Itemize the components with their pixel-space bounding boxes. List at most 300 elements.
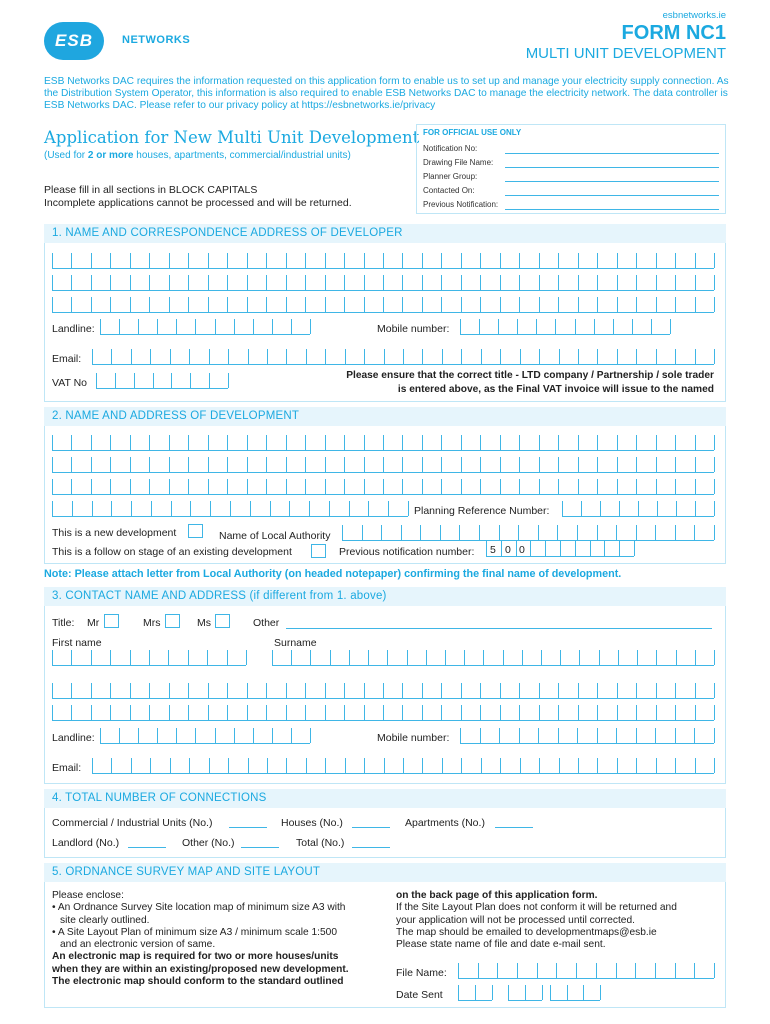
comb-tick [617, 435, 618, 450]
comb-tick [714, 479, 715, 494]
comb-tick [306, 349, 307, 364]
comb-tick [579, 650, 580, 665]
comb-tick [557, 525, 558, 540]
comb-tick [100, 319, 101, 334]
comb-tick [475, 985, 476, 1000]
section-5-right [396, 890, 720, 951]
comb-tick [130, 705, 131, 720]
official-field: Drawing File Name: [423, 158, 494, 167]
comb-tick [169, 457, 170, 472]
comb-tick [305, 435, 306, 450]
section-3-heading: 3. CONTACT NAME AND ADDRESS (if different from 1. above) [44, 587, 726, 606]
developer-name-comb[interactable] [52, 254, 714, 269]
comb-tick [616, 728, 617, 743]
comb-tick [695, 297, 696, 312]
comb-tick [695, 650, 696, 665]
comb-tick [364, 457, 365, 472]
prev-digit: 0 [505, 544, 511, 556]
comb-tick [364, 253, 365, 268]
comb-tick [500, 758, 501, 773]
comb-tick [604, 541, 605, 556]
comb-tick [537, 963, 538, 978]
comb-tick [130, 683, 131, 698]
comb-tick [149, 650, 150, 665]
section-5-heading: 5. ORDNANCE SURVEY MAP AND SITE LAYOUT [44, 863, 726, 882]
bullet-2a: • A Site Layout Plan of minimum size A3 / minimum scale 1:500 [52, 926, 337, 938]
comb-tick [519, 705, 520, 720]
comb-tick [368, 650, 369, 665]
other-count-line[interactable] [241, 847, 279, 848]
file-name-comb[interactable] [458, 964, 714, 979]
comb-tick [110, 457, 111, 472]
comb-tick [695, 435, 696, 450]
comb-tick [539, 435, 540, 450]
comb-tick [500, 349, 501, 364]
comb-tick [578, 297, 579, 312]
comb-tick [168, 650, 169, 665]
comb-tick [503, 650, 504, 665]
comb-tick [91, 297, 92, 312]
comb-tick [461, 479, 462, 494]
comb-tick [441, 705, 442, 720]
comb-tick [407, 650, 408, 665]
comb-tick [694, 728, 695, 743]
comb-tick [714, 501, 715, 516]
comb-tick [149, 705, 150, 720]
comb-tick [714, 650, 715, 665]
comb-tick [171, 501, 172, 516]
comb-tick [519, 683, 520, 698]
comb-tick [538, 525, 539, 540]
comb-tick [402, 479, 403, 494]
comb-tick [478, 963, 479, 978]
surname-comb[interactable] [272, 651, 714, 666]
official-line[interactable] [505, 167, 719, 168]
mrs-checkbox[interactable] [165, 614, 180, 628]
comb-tick [250, 501, 251, 516]
comb-tick [422, 349, 423, 364]
comb-tick [613, 319, 614, 334]
comb-tick [364, 758, 365, 773]
comb-tick [441, 457, 442, 472]
comb-tick [714, 683, 715, 698]
comb-tick [695, 253, 696, 268]
comb-tick [597, 275, 598, 290]
apartments-line[interactable] [495, 827, 533, 828]
comb-tick [71, 705, 72, 720]
comb-tick [634, 541, 635, 556]
date-day-comb[interactable] [458, 986, 492, 1001]
comb-tick [479, 525, 480, 540]
comb-tick [189, 349, 190, 364]
comb-tick [138, 319, 139, 334]
comb-tick [578, 253, 579, 268]
surname-label: Surname [274, 637, 317, 649]
comb-tick [170, 349, 171, 364]
comb-tick [305, 479, 306, 494]
title-label: Title: [52, 617, 75, 629]
comb-tick [149, 479, 150, 494]
official-line[interactable] [505, 181, 719, 182]
comb-tick [234, 319, 235, 334]
comb-tick [149, 435, 150, 450]
comb-tick [695, 275, 696, 290]
comb-tick [190, 501, 191, 516]
comb-tick [150, 349, 151, 364]
landline-comb[interactable] [100, 320, 310, 335]
comb-tick [560, 541, 561, 556]
landline-label: Landline: [52, 323, 95, 335]
planning-ref-comb[interactable] [562, 502, 714, 517]
comb-tick [519, 728, 520, 743]
section-4-heading: 4. TOTAL NUMBER OF CONNECTIONS [44, 789, 726, 808]
comb-tick [325, 705, 326, 720]
comb-tick [460, 728, 461, 743]
comb-tick [325, 479, 326, 494]
comb-tick [461, 275, 462, 290]
right-bold: on the back page of this application form. [396, 890, 598, 901]
comb-tick [670, 319, 671, 334]
development-comb[interactable] [52, 458, 714, 473]
developer-address-comb[interactable] [52, 298, 714, 313]
date-month-comb[interactable] [508, 986, 542, 1001]
comb-tick [169, 253, 170, 268]
comb-tick [619, 501, 620, 516]
comb-tick [636, 275, 637, 290]
comb-tick [402, 705, 403, 720]
comb-tick [130, 253, 131, 268]
comb-tick [383, 457, 384, 472]
comb-tick [539, 479, 540, 494]
comb-tick [344, 435, 345, 450]
comb-tick [500, 253, 501, 268]
comb-tick [169, 297, 170, 312]
comb-tick [207, 650, 208, 665]
contact-landline-comb[interactable] [100, 729, 310, 744]
comb-tick [305, 275, 306, 290]
total-line[interactable] [352, 847, 390, 848]
right-4: Please state name of file and date e-mail sent. [396, 939, 606, 951]
comb-tick [119, 728, 120, 743]
comb-tick [91, 683, 92, 698]
official-line[interactable] [505, 153, 719, 154]
mobile-comb[interactable] [460, 320, 670, 335]
comb-tick [402, 683, 403, 698]
email-comb[interactable] [92, 350, 714, 365]
comb-tick [578, 275, 579, 290]
comb-tick [461, 758, 462, 773]
comb-tick [714, 349, 715, 364]
comb-tick [695, 349, 696, 364]
comb-tick [111, 758, 112, 773]
comb-tick [714, 457, 715, 472]
contact-email-comb[interactable] [92, 759, 714, 774]
comb-tick [461, 457, 462, 472]
comb-tick [52, 705, 53, 720]
comb-tick [656, 435, 657, 450]
comb-tick [383, 435, 384, 450]
used-for-bold: 2 or more [87, 150, 134, 161]
comb-tick [530, 541, 531, 556]
contact-landline-label: Landline: [52, 732, 95, 744]
comb-tick [422, 275, 423, 290]
comb-tick [618, 650, 619, 665]
comb-tick [344, 705, 345, 720]
comb-tick [519, 457, 520, 472]
comb-tick [558, 297, 559, 312]
prev-digit: 5 [490, 544, 496, 556]
comb-tick [656, 758, 657, 773]
developer-address-comb[interactable] [52, 276, 714, 291]
comb-tick [92, 758, 93, 773]
comb-tick [227, 297, 228, 312]
date-sent-label: Date Sent [396, 989, 443, 1001]
official-line[interactable] [505, 209, 719, 210]
comb-tick [525, 985, 526, 1000]
comb-tick [694, 963, 695, 978]
comb-tick [111, 349, 112, 364]
prev-notification-label: Previous notification number: [339, 546, 475, 558]
comb-tick [636, 758, 637, 773]
comb-tick [115, 373, 116, 388]
comb-tick [170, 758, 171, 773]
comb-tick [596, 963, 597, 978]
comb-tick [72, 501, 73, 516]
comb-tick [195, 319, 196, 334]
esb-logo [44, 22, 104, 60]
comb-tick [171, 373, 172, 388]
comb-tick [266, 275, 267, 290]
comb-tick [558, 457, 559, 472]
comb-tick [247, 705, 248, 720]
comb-tick [441, 297, 442, 312]
contact-mobile-comb[interactable] [460, 729, 714, 744]
vat-label: VAT No [52, 377, 88, 389]
commercial-line[interactable] [229, 827, 267, 828]
comb-tick [636, 297, 637, 312]
comb-tick [519, 479, 520, 494]
local-authority-comb[interactable] [342, 526, 714, 541]
total-label: Total (No.) [296, 837, 345, 849]
comb-tick [267, 349, 268, 364]
comb-tick [149, 253, 150, 268]
instruction-2: Incomplete applications cannot be processed and will be returned. [44, 197, 352, 209]
comb-tick [344, 457, 345, 472]
comb-tick [210, 501, 211, 516]
comb-tick [131, 501, 132, 516]
comb-tick [286, 275, 287, 290]
comb-tick [536, 319, 537, 334]
new-development-checkbox[interactable] [188, 524, 203, 538]
comb-tick [253, 319, 254, 334]
comb-tick [110, 275, 111, 290]
comb-tick [657, 501, 658, 516]
comb-tick [71, 275, 72, 290]
comb-tick [590, 541, 591, 556]
bullet-2b: and an electronic version of same. [60, 939, 216, 951]
comb-tick [656, 705, 657, 720]
other-title-line[interactable] [286, 628, 712, 629]
comb-tick [188, 297, 189, 312]
comb-tick [461, 683, 462, 698]
comb-tick [247, 479, 248, 494]
comb-tick [52, 479, 53, 494]
comb-tick [567, 985, 568, 1000]
comb-tick [675, 349, 676, 364]
commercial-label: Commercial / Industrial Units (No.) [52, 817, 213, 829]
comb-tick [558, 253, 559, 268]
comb-tick [480, 297, 481, 312]
follow-on-checkbox[interactable] [311, 544, 326, 558]
comb-tick [227, 479, 228, 494]
comb-tick [110, 435, 111, 450]
comb-tick [157, 728, 158, 743]
comb-tick [426, 650, 427, 665]
comb-tick [714, 435, 715, 450]
comb-tick [479, 319, 480, 334]
contact-address-comb[interactable] [52, 684, 714, 699]
ms-checkbox[interactable] [215, 614, 230, 628]
comb-tick [92, 501, 93, 516]
first-name-comb[interactable] [52, 651, 246, 666]
comb-tick [676, 501, 677, 516]
official-line[interactable] [505, 195, 719, 196]
comb-tick [522, 650, 523, 665]
comb-tick [362, 525, 363, 540]
comb-tick [383, 297, 384, 312]
comb-tick [289, 501, 290, 516]
comb-tick [157, 319, 158, 334]
comb-tick [384, 758, 385, 773]
comb-tick [545, 541, 546, 556]
official-field: Contacted On: [423, 186, 475, 195]
comb-tick [383, 683, 384, 698]
section-5-left [52, 890, 388, 988]
contact-mobile-label: Mobile number: [377, 732, 450, 744]
comb-tick [208, 275, 209, 290]
comb-tick [71, 435, 72, 450]
comb-tick [267, 758, 268, 773]
comb-tick [208, 457, 209, 472]
comb-tick [329, 501, 330, 516]
comb-tick [52, 501, 53, 516]
comb-tick [714, 758, 715, 773]
other-count-label: Other (No.) [182, 837, 235, 849]
comb-tick [286, 479, 287, 494]
development-comb[interactable] [52, 436, 714, 451]
file-name-label: File Name: [396, 967, 447, 979]
comb-tick [266, 297, 267, 312]
comb-tick [364, 705, 365, 720]
comb-tick [227, 253, 228, 268]
comb-tick [209, 758, 210, 773]
comb-tick [209, 349, 210, 364]
comb-tick [266, 683, 267, 698]
comb-tick [695, 705, 696, 720]
new-development-label: This is a new development [52, 527, 177, 539]
mr-checkbox[interactable] [104, 614, 119, 628]
comb-tick [597, 457, 598, 472]
comb-tick [656, 275, 657, 290]
comb-tick [227, 275, 228, 290]
comb-tick [149, 275, 150, 290]
comb-tick [539, 758, 540, 773]
comb-tick [519, 297, 520, 312]
comb-tick [616, 963, 617, 978]
comb-tick [617, 275, 618, 290]
comb-tick [655, 525, 656, 540]
comb-tick [486, 541, 487, 556]
official-field: Notification No: [423, 144, 478, 153]
houses-line[interactable] [352, 827, 390, 828]
comb-tick [600, 985, 601, 1000]
vat-comb[interactable] [96, 374, 228, 389]
comb-tick [656, 457, 657, 472]
comb-tick [188, 705, 189, 720]
comb-tick [383, 253, 384, 268]
comb-tick [272, 650, 273, 665]
comb-tick [442, 349, 443, 364]
comb-tick [134, 373, 135, 388]
comb-tick [227, 650, 228, 665]
comb-tick [714, 963, 715, 978]
networks-label: NETWORKS [122, 34, 191, 46]
comb-tick [310, 650, 311, 665]
comb-tick [675, 728, 676, 743]
comb-tick [230, 501, 231, 516]
comb-tick [150, 758, 151, 773]
date-year-comb[interactable] [550, 986, 600, 1001]
comb-tick [246, 650, 247, 665]
comb-tick [656, 683, 657, 698]
comb-tick [208, 705, 209, 720]
development-comb[interactable] [52, 480, 714, 495]
contact-address-comb[interactable] [52, 706, 714, 721]
comb-tick [481, 758, 482, 773]
comb-tick [325, 457, 326, 472]
comb-tick [481, 349, 482, 364]
development-comb[interactable] [52, 502, 408, 517]
comb-tick [578, 435, 579, 450]
comb-tick [305, 297, 306, 312]
comb-tick [305, 253, 306, 268]
comb-tick [388, 501, 389, 516]
comb-tick [342, 525, 343, 540]
comb-tick [500, 705, 501, 720]
comb-tick [309, 501, 310, 516]
comb-tick [556, 963, 557, 978]
comb-tick [675, 435, 676, 450]
comb-tick [597, 435, 598, 450]
website: esbnetworks.ie [662, 10, 726, 21]
comb-tick [539, 683, 540, 698]
comb-tick [286, 253, 287, 268]
comb-tick [558, 728, 559, 743]
comb-tick [402, 297, 403, 312]
landlord-line[interactable] [128, 847, 166, 848]
prev-digit: 0 [519, 544, 525, 556]
comb-tick [675, 479, 676, 494]
comb-tick [539, 705, 540, 720]
comb-tick [480, 457, 481, 472]
comb-tick [91, 479, 92, 494]
comb-tick [131, 349, 132, 364]
comb-tick [408, 501, 409, 516]
comb-tick [111, 501, 112, 516]
comb-tick [383, 479, 384, 494]
comb-tick [420, 525, 421, 540]
section-2-heading: 2. NAME AND ADDRESS OF DEVELOPMENT [44, 407, 726, 426]
